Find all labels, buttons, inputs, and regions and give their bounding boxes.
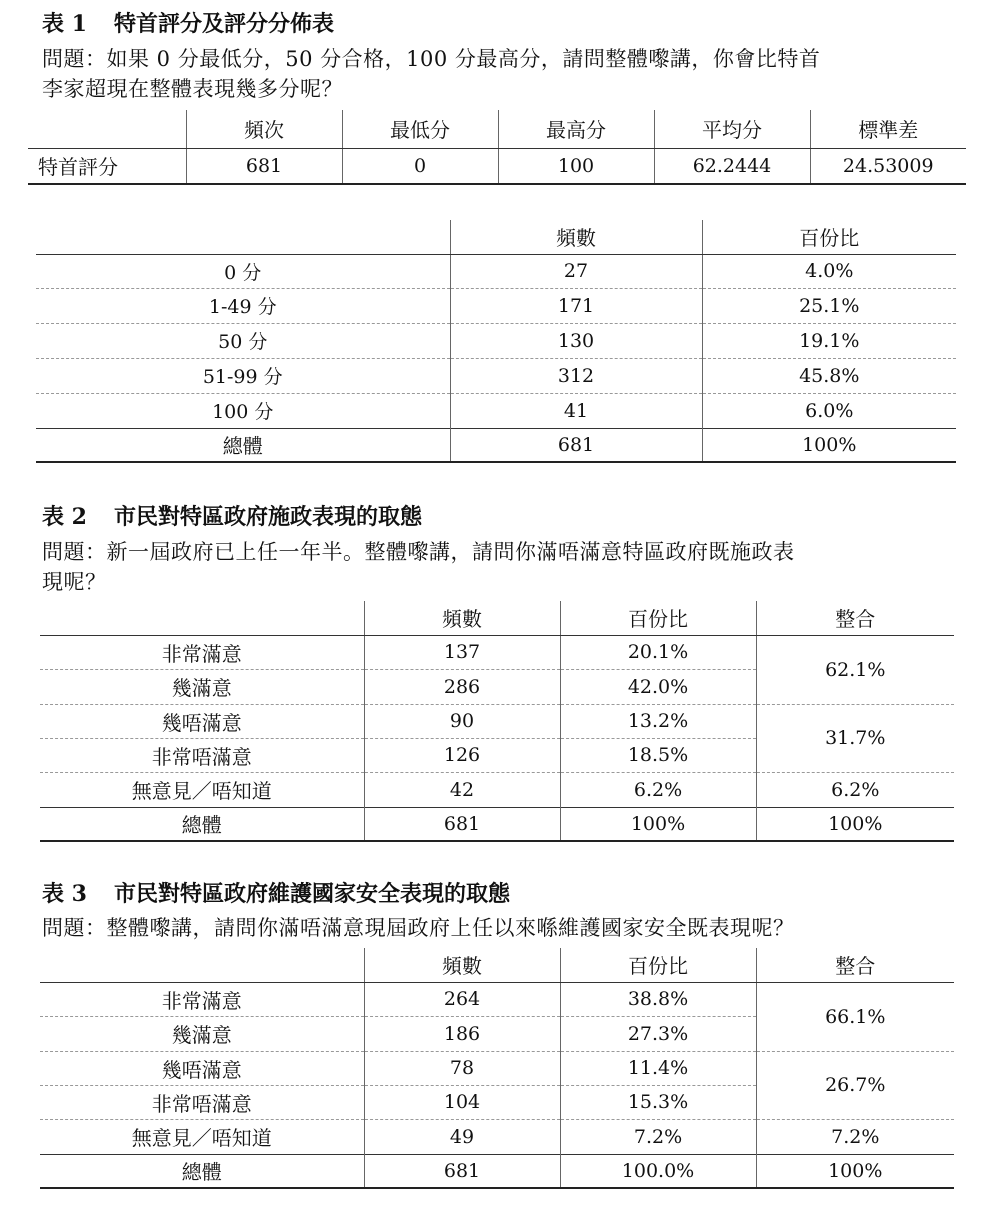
- t2-header-blank: [40, 601, 364, 635]
- dist-frequency: 27: [450, 254, 702, 288]
- dist-label: 0 分: [36, 254, 450, 288]
- summary-header-blank: [28, 110, 186, 148]
- dist-frequency: 171: [450, 288, 702, 323]
- summary-frequency: 681: [186, 148, 342, 184]
- table1-distribution: [36, 220, 956, 463]
- summary-header-max: 最高分: [498, 110, 654, 148]
- t2-total-label: 總體: [40, 807, 364, 841]
- table-row: [36, 393, 956, 428]
- dist-frequency: 130: [450, 323, 702, 358]
- t3-combined-noopinion: 7.2%: [756, 1119, 954, 1154]
- table-row: [40, 982, 954, 1016]
- dist-label: 100 分: [36, 393, 450, 428]
- t3-total-percent: 100.0%: [560, 1154, 756, 1188]
- t3-label: 幾唔滿意: [40, 1051, 364, 1085]
- t3-percent: 27.3%: [560, 1016, 756, 1051]
- t2-frequency: 42: [364, 772, 560, 807]
- t2-label: 非常唔滿意: [40, 738, 364, 772]
- t3-percent: 15.3%: [560, 1085, 756, 1119]
- table-row-total: [40, 807, 954, 841]
- table-row: [36, 323, 956, 358]
- table2-attitude: [40, 601, 954, 842]
- dist-frequency: 312: [450, 358, 702, 393]
- t2-label: 無意見／唔知道: [40, 772, 364, 807]
- t2-frequency: 286: [364, 669, 560, 704]
- dist-percent: 4.0%: [702, 254, 956, 288]
- table1-title: 表 1 特首評分及評分分佈表: [42, 11, 335, 37]
- t2-percent: 13.2%: [560, 704, 756, 738]
- t2-frequency: 137: [364, 635, 560, 669]
- summary-max: 100: [498, 148, 654, 184]
- table-row: [28, 148, 966, 184]
- table-row: [36, 288, 956, 323]
- dist-total-percent: 100%: [702, 428, 956, 462]
- t2-percent: 42.0%: [560, 669, 756, 704]
- summary-header-sd: 標準差: [810, 110, 966, 148]
- t2-combined-noopinion: 6.2%: [756, 772, 954, 807]
- t3-percent: 38.8%: [560, 982, 756, 1016]
- table-row: [40, 1119, 954, 1154]
- table-row: [36, 358, 956, 393]
- summary-sd: 24.53009: [810, 148, 966, 184]
- table-row: [40, 772, 954, 807]
- t3-header-combined: 整合: [756, 948, 954, 982]
- dist-percent: 45.8%: [702, 358, 956, 393]
- t3-header-frequency: 頻數: [364, 948, 560, 982]
- summary-row-label: 特首評分: [28, 148, 186, 184]
- t3-total-label: 總體: [40, 1154, 364, 1188]
- dist-frequency: 41: [450, 393, 702, 428]
- t2-total-percent: 100%: [560, 807, 756, 841]
- t3-label: 非常滿意: [40, 982, 364, 1016]
- t2-label: 幾唔滿意: [40, 704, 364, 738]
- table2-title: 表 2 市民對特區政府施政表現的取態: [42, 504, 423, 530]
- t2-total-combined: 100%: [756, 807, 954, 841]
- table-row: [36, 254, 956, 288]
- t2-combined-dissatisfied: 31.7%: [756, 704, 954, 772]
- dist-header-frequency: 頻數: [450, 220, 702, 254]
- dist-percent: 19.1%: [702, 323, 956, 358]
- t3-frequency: 186: [364, 1016, 560, 1051]
- t3-combined-satisfied: 66.1%: [756, 982, 954, 1051]
- t3-percent: 7.2%: [560, 1119, 756, 1154]
- dist-label: 1-49 分: [36, 288, 450, 323]
- table3-title: 表 3 市民對特區政府維護國家安全表現的取態: [42, 881, 511, 907]
- t3-total-combined: 100%: [756, 1154, 954, 1188]
- t2-label: 幾滿意: [40, 669, 364, 704]
- t3-frequency: 78: [364, 1051, 560, 1085]
- table-row: [40, 635, 954, 669]
- summary-header-min: 最低分: [342, 110, 498, 148]
- t2-percent: 20.1%: [560, 635, 756, 669]
- t2-header-frequency: 頻數: [364, 601, 560, 635]
- t3-header-blank: [40, 948, 364, 982]
- t3-label: 無意見／唔知道: [40, 1119, 364, 1154]
- dist-header-percent: 百份比: [702, 220, 956, 254]
- t2-percent: 18.5%: [560, 738, 756, 772]
- t3-frequency: 264: [364, 982, 560, 1016]
- t3-frequency: 104: [364, 1085, 560, 1119]
- dist-percent: 6.0%: [702, 393, 956, 428]
- t2-percent: 6.2%: [560, 772, 756, 807]
- t3-frequency: 49: [364, 1119, 560, 1154]
- t2-label: 非常滿意: [40, 635, 364, 669]
- t3-label: 幾滿意: [40, 1016, 364, 1051]
- t2-header-combined: 整合: [756, 601, 954, 635]
- summary-header-mean: 平均分: [654, 110, 810, 148]
- t2-header-percent: 百份比: [560, 601, 756, 635]
- table1-question: 問題：如果 0 分最低分，50 分合格，100 分最高分，請問整體嚟講，你會比特首 李家超現在整體表現幾多分呢？: [42, 47, 821, 101]
- summary-min: 0: [342, 148, 498, 184]
- t2-total-frequency: 681: [364, 807, 560, 841]
- dist-header-blank: [36, 220, 450, 254]
- t3-header-percent: 百份比: [560, 948, 756, 982]
- t3-combined-dissatisfied: 26.7%: [756, 1051, 954, 1119]
- dist-label: 51-99 分: [36, 358, 450, 393]
- t3-total-frequency: 681: [364, 1154, 560, 1188]
- t3-label: 非常唔滿意: [40, 1085, 364, 1119]
- summary-mean: 62.2444: [654, 148, 810, 184]
- dist-percent: 25.1%: [702, 288, 956, 323]
- t2-frequency: 126: [364, 738, 560, 772]
- dist-total-label: 總體: [36, 428, 450, 462]
- table3-attitude: [40, 948, 954, 1189]
- table3-question: 問題：整體嚟講，請問你滿唔滿意現屆政府上任以來喺維護國家安全既表現呢？: [42, 916, 795, 940]
- table-row-total: [36, 428, 956, 462]
- summary-header-frequency: 頻次: [186, 110, 342, 148]
- table-row-total: [40, 1154, 954, 1188]
- dist-label: 50 分: [36, 323, 450, 358]
- table1-summary: [28, 110, 966, 185]
- table2-question: 問題：新一屆政府已上任一年半。整體嚟講，請問你滿唔滿意特區政府既施政表 現呢？: [42, 540, 795, 594]
- t2-combined-satisfied: 62.1%: [756, 635, 954, 704]
- t2-frequency: 90: [364, 704, 560, 738]
- table-row: [40, 704, 954, 738]
- t3-percent: 11.4%: [560, 1051, 756, 1085]
- dist-total-frequency: 681: [450, 428, 702, 462]
- table-row: [40, 1051, 954, 1085]
